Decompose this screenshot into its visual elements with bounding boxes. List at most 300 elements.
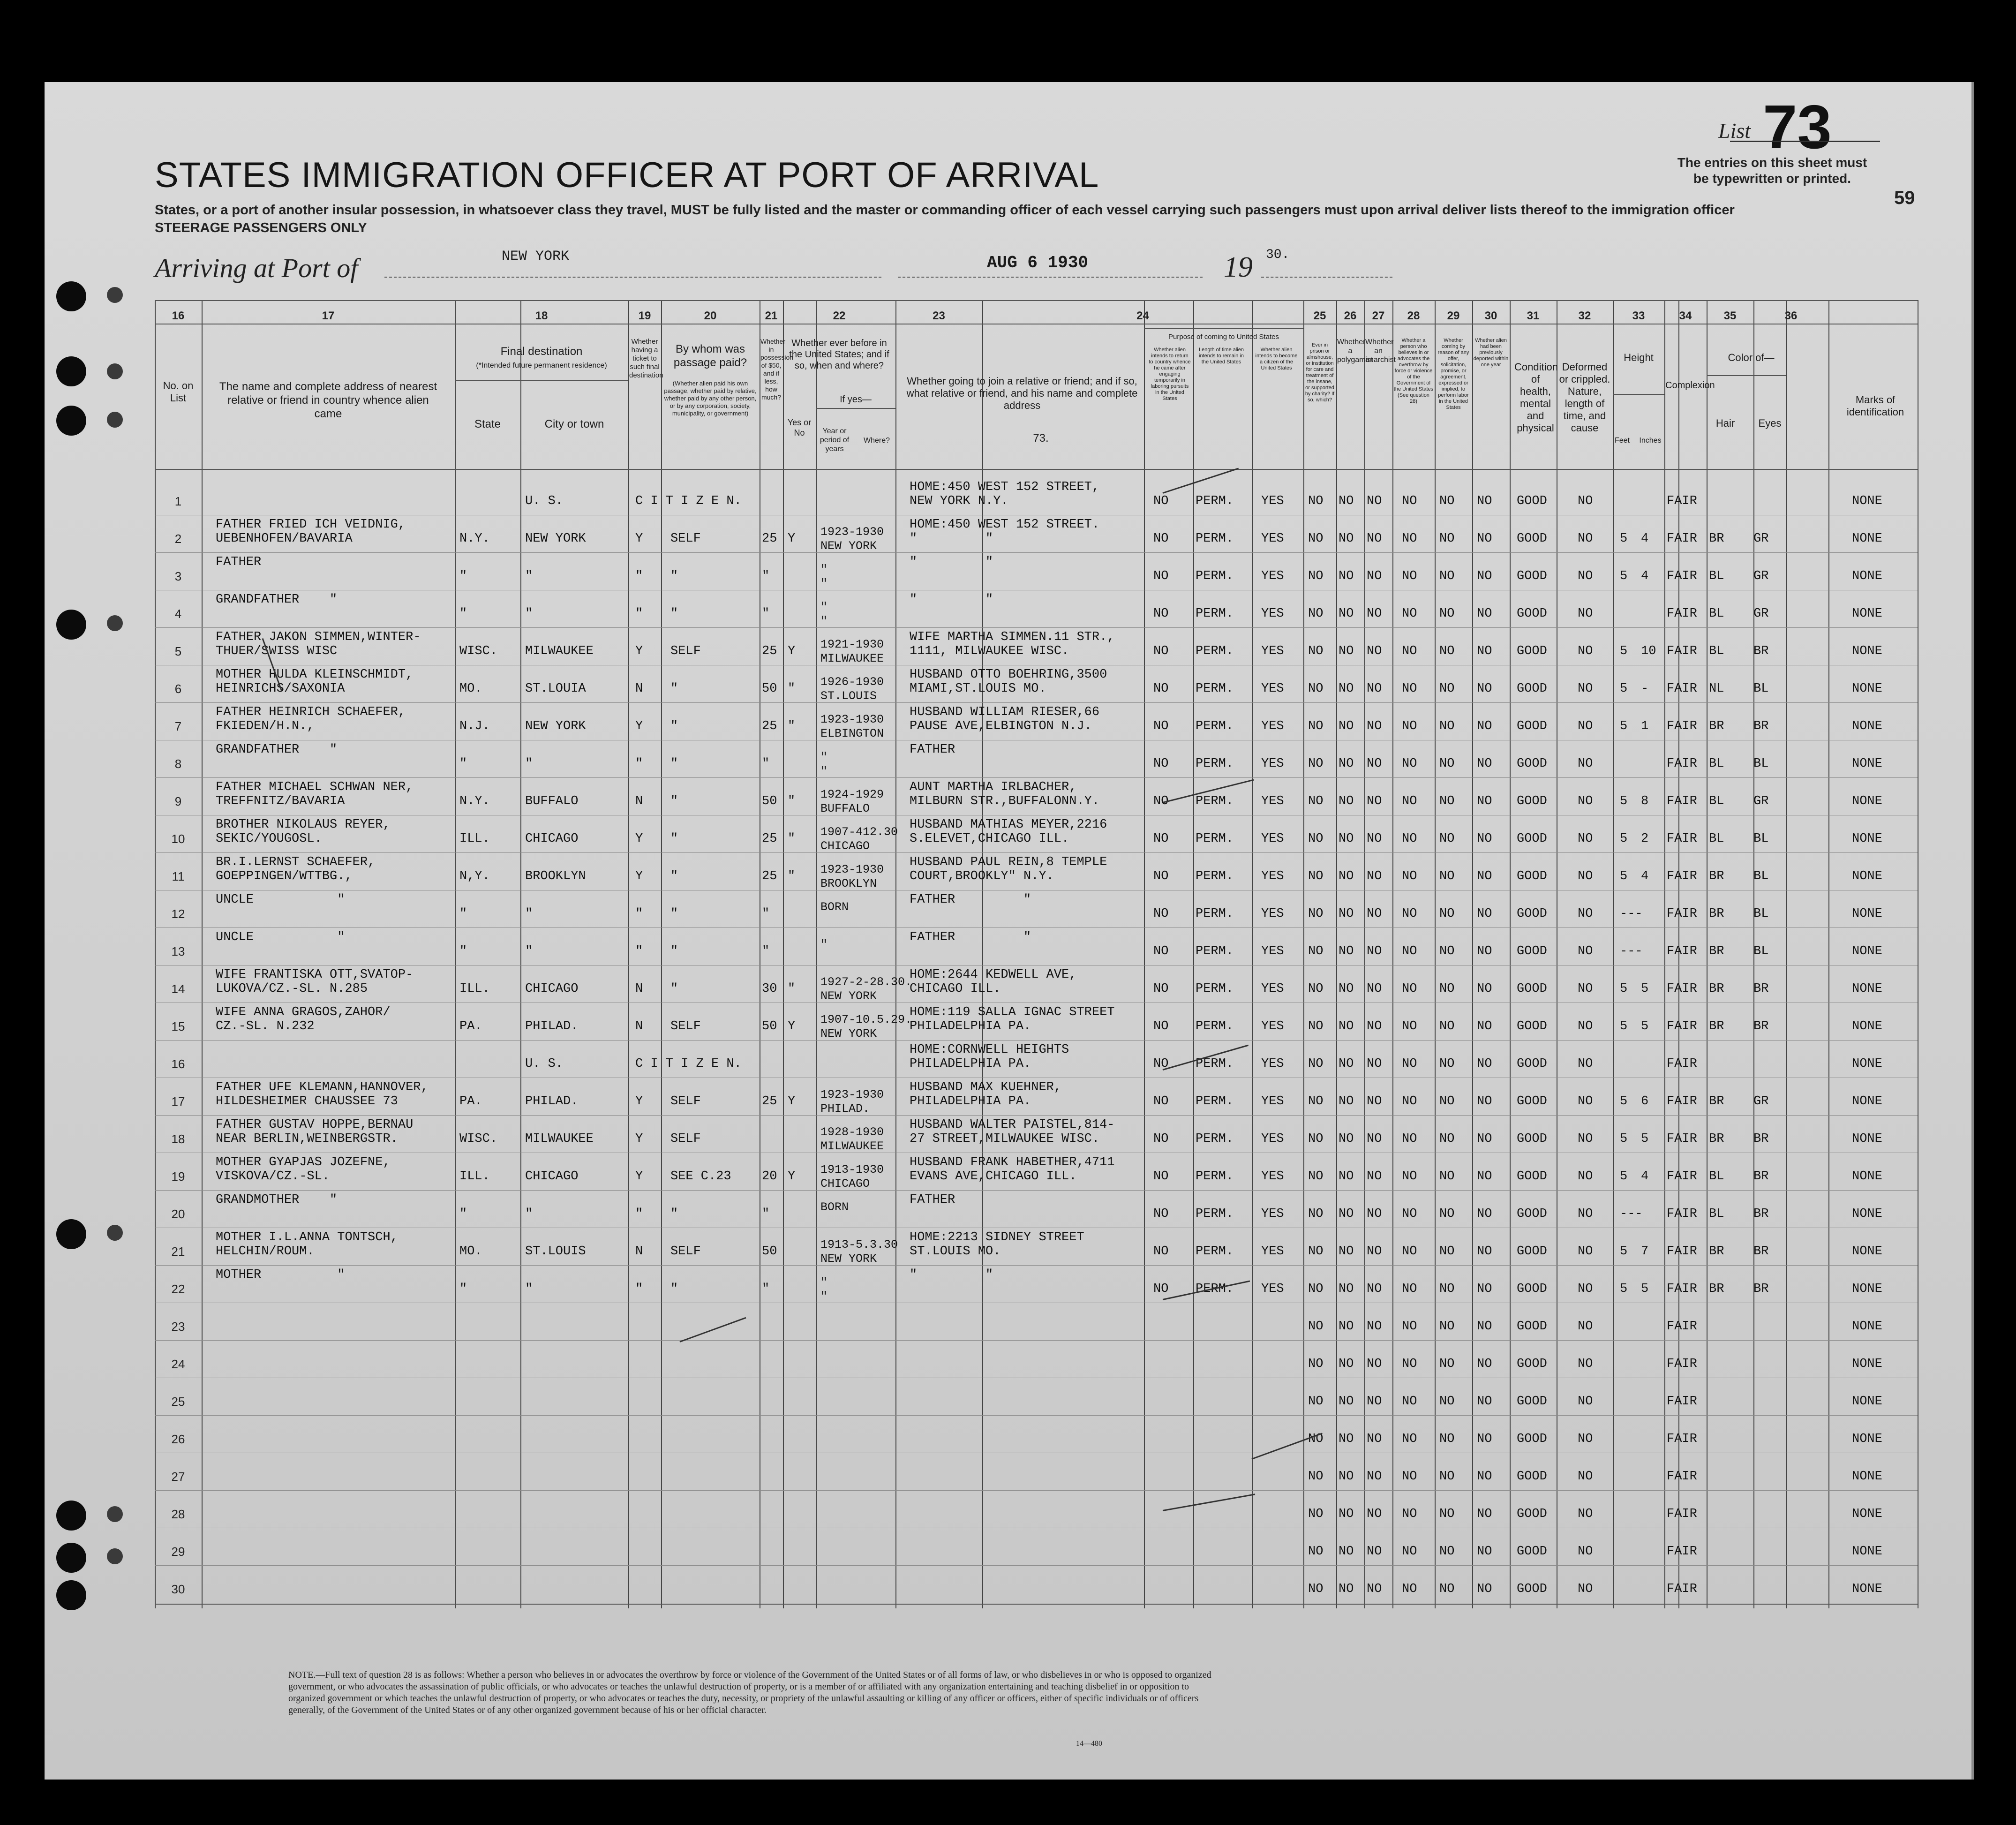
marks-cell: NONE bbox=[1852, 1320, 1882, 1334]
q30-cell: NO bbox=[1477, 794, 1492, 808]
q25-cell: NO bbox=[1308, 1395, 1324, 1409]
q29-cell: NO bbox=[1439, 869, 1455, 883]
where-cell: CHICAGO bbox=[820, 1177, 870, 1191]
complexion-cell: FAIR bbox=[1667, 1169, 1697, 1184]
q27-cell: NO bbox=[1367, 794, 1382, 808]
height-feet-cell: 5 bbox=[1620, 1244, 1628, 1259]
year-cell: 1926-1930 bbox=[820, 675, 884, 689]
health-cell: GOOD bbox=[1517, 1094, 1547, 1109]
ticket-cell: Y bbox=[635, 1094, 643, 1109]
column-header-no-on-list: No. on List bbox=[163, 380, 194, 404]
binder-hole bbox=[56, 281, 86, 311]
q28-cell: NO bbox=[1402, 1395, 1417, 1409]
complexion-cell: FAIR bbox=[1667, 682, 1697, 696]
purpose-a-cell: NO bbox=[1153, 944, 1169, 958]
hair-cell: BR bbox=[1709, 944, 1724, 958]
q26-cell: NO bbox=[1339, 1019, 1354, 1033]
row-rule bbox=[155, 852, 1918, 853]
where-cell: CHICAGO bbox=[820, 839, 870, 853]
year-cell: 1907-412.30 bbox=[820, 825, 898, 839]
deformed-cell: NO bbox=[1578, 1320, 1593, 1334]
q25-cell: NO bbox=[1308, 1207, 1324, 1221]
column-number: 27 bbox=[1372, 309, 1385, 322]
q28-cell: NO bbox=[1402, 1470, 1417, 1484]
q29-cell: NO bbox=[1439, 1470, 1455, 1484]
column-header-deformed: Deformed or crippled. Nature, length of time, and cause bbox=[1559, 361, 1610, 434]
purpose-c-cell: YES bbox=[1261, 494, 1284, 508]
complexion-cell: FAIR bbox=[1667, 907, 1697, 921]
city-cell: PHILAD. bbox=[525, 1094, 579, 1109]
column-header-q28: Whether a person who believes in or advocates the overthrow by force or violence of the Government of the United States (See question 28) bbox=[1393, 338, 1434, 404]
q26-cell: NO bbox=[1339, 869, 1354, 883]
q27-cell: NO bbox=[1367, 832, 1382, 846]
q26-cell: NO bbox=[1339, 494, 1354, 508]
row-number: 2 bbox=[174, 532, 182, 546]
purpose-a-cell: NO bbox=[1153, 1207, 1169, 1221]
been-before-cell: " bbox=[788, 719, 796, 733]
row-rule bbox=[155, 702, 1918, 703]
row-number: 17 bbox=[171, 1094, 185, 1109]
joining-cell: FATHER bbox=[910, 1193, 955, 1207]
ticket-cell: " bbox=[635, 757, 643, 771]
health-cell: GOOD bbox=[1517, 1395, 1547, 1409]
relative-address: CZ.-SL. N.232 bbox=[216, 1019, 315, 1033]
health-cell: GOOD bbox=[1517, 494, 1547, 508]
pen-mark bbox=[679, 1317, 746, 1342]
q28-cell: NO bbox=[1402, 532, 1417, 546]
q30-cell: NO bbox=[1477, 1545, 1492, 1559]
deformed-cell: NO bbox=[1578, 1470, 1593, 1484]
column-rule bbox=[1786, 300, 1787, 1608]
hair-cell: BL bbox=[1709, 607, 1724, 621]
q29-cell: NO bbox=[1439, 907, 1455, 921]
eyes-cell: BR bbox=[1753, 1207, 1769, 1221]
q30-cell: NO bbox=[1477, 532, 1492, 546]
eyes-cell: BR bbox=[1753, 1019, 1769, 1033]
where-cell: MILWAUKEE bbox=[820, 1139, 884, 1153]
q25-cell: NO bbox=[1308, 982, 1324, 996]
health-cell: GOOD bbox=[1517, 1169, 1547, 1184]
column-rule bbox=[895, 300, 896, 1608]
ticket-cell: N bbox=[635, 1019, 643, 1033]
column-header-purpose-b: Length of time alien intends to remain in the United States bbox=[1198, 347, 1244, 365]
deformed-cell: NO bbox=[1578, 794, 1593, 808]
purpose-b-cell: PERM. bbox=[1196, 532, 1234, 546]
height-feet-cell: 5 bbox=[1620, 1094, 1628, 1109]
joining-cell: CHICAGO ILL. bbox=[910, 982, 1001, 996]
relative-address: FKIEDEN/H.N., bbox=[216, 719, 315, 733]
q26-cell: NO bbox=[1339, 1432, 1354, 1446]
joining-cell: ST.LOUIS MO. bbox=[910, 1244, 1001, 1259]
complexion-cell: FAIR bbox=[1667, 1019, 1697, 1033]
row-number: 30 bbox=[171, 1582, 185, 1596]
column-rule bbox=[1707, 300, 1708, 1608]
height-inches-cell: - bbox=[1641, 682, 1649, 696]
joining-cell: FATHER " bbox=[910, 893, 1031, 907]
q26-cell: NO bbox=[1339, 1507, 1354, 1521]
q25-cell: NO bbox=[1308, 1132, 1324, 1146]
city-cell: U. S. bbox=[525, 494, 564, 508]
q27-cell: NO bbox=[1367, 644, 1382, 658]
height-feet-cell: 5 bbox=[1620, 644, 1628, 658]
row-rule bbox=[155, 552, 1918, 553]
column-rule bbox=[1392, 300, 1393, 1608]
year-cell: 1907-10.5.29. bbox=[820, 1013, 912, 1026]
height-feet-cell: 5 bbox=[1620, 1169, 1628, 1184]
column-rule bbox=[520, 300, 521, 1608]
ticket-cell: " bbox=[635, 607, 643, 621]
purpose-c-cell: YES bbox=[1261, 607, 1284, 621]
q26-cell: NO bbox=[1339, 1057, 1354, 1071]
joining-cell: HUSBAND FRANK HABETHER,4711 bbox=[910, 1155, 1115, 1169]
passage-paid-cell: " bbox=[670, 907, 678, 921]
health-cell: GOOD bbox=[1517, 1132, 1547, 1146]
q25-cell: NO bbox=[1308, 1545, 1324, 1559]
complexion-cell: FAIR bbox=[1667, 1357, 1697, 1371]
year-cell: " bbox=[820, 563, 828, 576]
column-header-city: City or town bbox=[544, 418, 604, 430]
marks-cell: NONE bbox=[1852, 644, 1882, 658]
column-header-relative-address: The name and complete address of nearest relative or friend in country whence alien came bbox=[219, 380, 437, 420]
state-cell: N,Y. bbox=[459, 869, 490, 883]
joining-cell: " " bbox=[910, 555, 993, 569]
purpose-a-cell: NO bbox=[1153, 907, 1169, 921]
purpose-c-cell: YES bbox=[1261, 1094, 1284, 1109]
page-number: 59 bbox=[1894, 188, 1915, 208]
where-cell: NEW YORK bbox=[820, 989, 877, 1003]
eyes-cell: BL bbox=[1753, 832, 1769, 846]
column-header-year-period: Year or period of years bbox=[820, 427, 850, 453]
marks-cell: NONE bbox=[1852, 757, 1882, 771]
header-rule bbox=[816, 408, 895, 409]
row-rule bbox=[155, 1265, 1918, 1266]
q28-cell: NO bbox=[1402, 832, 1417, 846]
purpose-a-cell: NO bbox=[1153, 794, 1169, 808]
purpose-b-cell: PERM. bbox=[1196, 1207, 1234, 1221]
q29-cell: NO bbox=[1439, 832, 1455, 846]
row-rule bbox=[155, 1040, 1918, 1041]
q28-cell: NO bbox=[1402, 569, 1417, 583]
joining-cell: HUSBAND OTTO BOEHRING,3500 bbox=[910, 668, 1107, 682]
joining-cell: S.ELEVET,CHICAGO ILL. bbox=[910, 832, 1069, 846]
deformed-cell: NO bbox=[1578, 1395, 1593, 1409]
marks-cell: NONE bbox=[1852, 1282, 1882, 1296]
deformed-cell: NO bbox=[1578, 1507, 1593, 1521]
binder-hole bbox=[107, 287, 123, 303]
deformed-cell: NO bbox=[1578, 719, 1593, 733]
q29-cell: NO bbox=[1439, 982, 1455, 996]
marks-cell: NONE bbox=[1852, 607, 1882, 621]
relative-address: VISKOVA/CZ.-SL. bbox=[216, 1169, 330, 1184]
typing-note: The entries on this sheet must be typewritten or printed. bbox=[1677, 155, 1867, 186]
passage-paid-cell: " bbox=[670, 607, 678, 621]
column-number: 20 bbox=[704, 309, 717, 322]
q27-cell: NO bbox=[1367, 1019, 1382, 1033]
column-header-health: Condition of health, mental and physical bbox=[1514, 361, 1558, 434]
ticket-cell: Y bbox=[635, 832, 643, 846]
hair-cell: BL bbox=[1709, 832, 1724, 846]
health-cell: GOOD bbox=[1517, 794, 1547, 808]
relative-address: FATHER JAKON SIMMEN,WINTER- bbox=[216, 630, 421, 644]
row-number: 5 bbox=[174, 644, 182, 658]
relative-address: HELCHIN/ROUM. bbox=[216, 1244, 315, 1259]
ticket-cell: C I T I Z E N. bbox=[635, 494, 742, 508]
q30-cell: NO bbox=[1477, 944, 1492, 958]
q29-cell: NO bbox=[1439, 569, 1455, 583]
column-rule bbox=[628, 300, 629, 1608]
eyes-cell: GR bbox=[1753, 1094, 1769, 1109]
row-number: 3 bbox=[174, 569, 182, 583]
q28-cell: NO bbox=[1402, 644, 1417, 658]
purpose-b-cell: PERM. bbox=[1196, 1094, 1234, 1109]
ticket-cell: Y bbox=[635, 1169, 643, 1184]
q28-cell: NO bbox=[1402, 944, 1417, 958]
column-number: 25 bbox=[1313, 309, 1326, 322]
state-cell: PA. bbox=[459, 1094, 482, 1109]
purpose-c-cell: YES bbox=[1261, 869, 1284, 883]
column-header-polygamist: Whether a polygamist bbox=[1337, 338, 1373, 364]
column-header-color-of: Color of— bbox=[1728, 352, 1775, 363]
q27-cell: NO bbox=[1367, 494, 1382, 508]
hair-cell: BR bbox=[1709, 1244, 1724, 1259]
purpose-b-cell: PERM. bbox=[1196, 719, 1234, 733]
complexion-cell: FAIR bbox=[1667, 569, 1697, 583]
eyes-cell: GR bbox=[1753, 794, 1769, 808]
marks-cell: NONE bbox=[1852, 1132, 1882, 1146]
marks-cell: NONE bbox=[1852, 1169, 1882, 1184]
height-feet-cell: 5 bbox=[1620, 832, 1628, 846]
q25-cell: NO bbox=[1308, 1169, 1324, 1184]
state-cell: " bbox=[459, 1207, 467, 1221]
hair-cell: BR bbox=[1709, 1094, 1724, 1109]
q27-cell: NO bbox=[1367, 532, 1382, 546]
marks-cell: NONE bbox=[1852, 1470, 1882, 1484]
health-cell: GOOD bbox=[1517, 1019, 1547, 1033]
q30-cell: NO bbox=[1477, 1282, 1492, 1296]
q30-cell: NO bbox=[1477, 1507, 1492, 1521]
eyes-cell: BR bbox=[1753, 1282, 1769, 1296]
ticket-cell: N bbox=[635, 1244, 643, 1259]
port-value: NEW YORK bbox=[502, 249, 570, 264]
divider bbox=[1261, 277, 1392, 278]
q29-cell: NO bbox=[1439, 532, 1455, 546]
relative-address: SEKIC/YOUGOSL. bbox=[216, 832, 322, 846]
q30-cell: NO bbox=[1477, 1207, 1492, 1221]
q27-cell: NO bbox=[1367, 944, 1382, 958]
height-feet-cell: --- bbox=[1620, 907, 1643, 921]
eyes-cell: BR bbox=[1753, 644, 1769, 658]
hair-cell: BL bbox=[1709, 1207, 1724, 1221]
row-rule bbox=[155, 1340, 1918, 1341]
joining-cell: HUSBAND MAX KUEHNER, bbox=[910, 1080, 1062, 1094]
column-number: 19 bbox=[638, 309, 651, 322]
column-header-money: Whether in possession of $50, and if less, how much? bbox=[760, 338, 794, 401]
deformed-cell: NO bbox=[1578, 1545, 1593, 1559]
q26-cell: NO bbox=[1339, 682, 1354, 696]
relative-address: MOTHER I.L.ANNA TONTSCH, bbox=[216, 1230, 398, 1244]
marks-cell: NONE bbox=[1852, 907, 1882, 921]
eyes-cell: BL bbox=[1753, 757, 1769, 771]
column-header-final-destination-sub: (*Intended future permanent residence) bbox=[476, 362, 607, 370]
height-inches-cell: 5 bbox=[1641, 1019, 1649, 1033]
purpose-b-cell: PERM. bbox=[1196, 982, 1234, 996]
marks-cell: NONE bbox=[1852, 719, 1882, 733]
q28-cell: NO bbox=[1402, 1432, 1417, 1446]
height-feet-cell: 5 bbox=[1620, 982, 1628, 996]
q28-cell: NO bbox=[1402, 794, 1417, 808]
marks-cell: NONE bbox=[1852, 1507, 1882, 1521]
relative-address: GRANDMOTHER " bbox=[216, 1193, 338, 1207]
q30-cell: NO bbox=[1477, 907, 1492, 921]
marks-cell: NONE bbox=[1852, 532, 1882, 546]
row-number: 15 bbox=[171, 1019, 185, 1033]
purpose-a-cell: NO bbox=[1153, 1244, 1169, 1259]
joining-cell: NEW YORK N.Y. bbox=[910, 494, 1008, 508]
column-rule bbox=[1364, 300, 1365, 1608]
complexion-cell: FAIR bbox=[1667, 794, 1697, 808]
column-header-state: State bbox=[474, 418, 501, 430]
q27-cell: NO bbox=[1367, 982, 1382, 996]
q28-cell: NO bbox=[1402, 982, 1417, 996]
ticket-cell: Y bbox=[635, 532, 643, 546]
arrival-date: AUG 6 1930 bbox=[987, 253, 1089, 272]
where-cell: BROOKLYN bbox=[820, 877, 877, 890]
q25-cell: NO bbox=[1308, 494, 1324, 508]
column-rule bbox=[1193, 300, 1194, 1608]
purpose-b-cell: PERM. bbox=[1196, 869, 1234, 883]
money-cell: 30 bbox=[762, 982, 777, 996]
q27-cell: NO bbox=[1367, 569, 1382, 583]
q30-cell: NO bbox=[1477, 1582, 1492, 1596]
city-cell: PHILAD. bbox=[525, 1019, 579, 1033]
row-number: 22 bbox=[171, 1282, 185, 1296]
q26-cell: NO bbox=[1339, 944, 1354, 958]
row-rule bbox=[155, 1565, 1918, 1566]
passage-paid-cell: " bbox=[670, 1282, 678, 1296]
passage-paid-cell: SEE C.23 bbox=[670, 1169, 731, 1184]
purpose-c-cell: YES bbox=[1261, 1207, 1284, 1221]
row-rule bbox=[155, 1190, 1918, 1191]
eyes-cell: BR bbox=[1753, 1244, 1769, 1259]
steerage-label: STEERAGE PASSENGERS ONLY bbox=[155, 220, 367, 235]
row-rule bbox=[155, 627, 1918, 628]
relative-address: FATHER GUSTAV HOPPE,BERNAU bbox=[216, 1118, 414, 1132]
where-cell: BUFFALO bbox=[820, 802, 870, 815]
city-cell: ST.LOUIS bbox=[525, 1244, 586, 1259]
marks-cell: NONE bbox=[1852, 682, 1882, 696]
year-cell: 1923-1930 bbox=[820, 863, 884, 876]
column-header-feet: Feet bbox=[1614, 437, 1630, 445]
column-rule bbox=[1435, 300, 1436, 1608]
column-header-joining-annotation: 73. bbox=[1033, 432, 1049, 445]
purpose-c-cell: YES bbox=[1261, 532, 1284, 546]
joining-cell: PHILADELPHIA PA. bbox=[910, 1019, 1031, 1033]
money-cell: 25 bbox=[762, 644, 777, 658]
hair-cell: BL bbox=[1709, 757, 1724, 771]
where-cell: " bbox=[820, 614, 828, 628]
q27-cell: NO bbox=[1367, 1244, 1382, 1259]
column-header-height: Height bbox=[1624, 352, 1654, 363]
q27-cell: NO bbox=[1367, 1545, 1382, 1559]
money-cell: 25 bbox=[762, 532, 777, 546]
state-cell: " bbox=[459, 907, 467, 921]
purpose-c-cell: YES bbox=[1261, 944, 1284, 958]
purpose-a-cell: NO bbox=[1153, 682, 1169, 696]
height-inches-cell: 7 bbox=[1641, 1244, 1649, 1259]
height-feet-cell: 5 bbox=[1620, 569, 1628, 583]
eyes-cell: GR bbox=[1753, 569, 1769, 583]
q25-cell: NO bbox=[1308, 607, 1324, 621]
q29-cell: NO bbox=[1439, 644, 1455, 658]
deformed-cell: NO bbox=[1578, 1244, 1593, 1259]
column-number: 21 bbox=[765, 309, 778, 322]
q25-cell: NO bbox=[1308, 1320, 1324, 1334]
joining-cell: WIFE MARTHA SIMMEN.11 STR., bbox=[910, 630, 1115, 644]
q28-cell: NO bbox=[1402, 1507, 1417, 1521]
q29-cell: NO bbox=[1439, 1582, 1455, 1596]
column-header-where: Where? bbox=[863, 437, 890, 445]
ticket-cell: N bbox=[635, 982, 643, 996]
joining-cell: PAUSE AVE,ELBINGTON N.J. bbox=[910, 719, 1092, 733]
city-cell: " bbox=[525, 1207, 533, 1221]
where-cell: NEW YORK bbox=[820, 1027, 877, 1041]
marks-cell: NONE bbox=[1852, 1094, 1882, 1109]
year-cell: 1913-5.3.30 bbox=[820, 1238, 898, 1252]
q25-cell: NO bbox=[1308, 569, 1324, 583]
deformed-cell: NO bbox=[1578, 1169, 1593, 1184]
money-cell: 20 bbox=[762, 1169, 777, 1184]
health-cell: GOOD bbox=[1517, 607, 1547, 621]
column-number: 17 bbox=[322, 309, 335, 322]
joining-cell: HUSBAND PAUL REIN,8 TEMPLE bbox=[910, 855, 1107, 869]
q27-cell: NO bbox=[1367, 1207, 1382, 1221]
purpose-a-cell: NO bbox=[1153, 719, 1169, 733]
health-cell: GOOD bbox=[1517, 569, 1547, 583]
height-feet-cell: --- bbox=[1620, 1207, 1643, 1221]
relative-address: UEBENHOFEN/BAVARIA bbox=[216, 532, 353, 546]
header-rule bbox=[155, 300, 1918, 301]
purpose-b-cell: PERM. bbox=[1196, 1019, 1234, 1033]
state-cell: N.Y. bbox=[459, 794, 490, 808]
hair-cell: BL bbox=[1709, 1169, 1724, 1184]
q27-cell: NO bbox=[1367, 1320, 1382, 1334]
passage-paid-cell: " bbox=[670, 869, 678, 883]
q25-cell: NO bbox=[1308, 1582, 1324, 1596]
purpose-a-cell: NO bbox=[1153, 1019, 1169, 1033]
column-header-eyes: Eyes bbox=[1758, 417, 1782, 429]
year-cell: 1924-1929 bbox=[820, 788, 884, 801]
height-inches-cell: 8 bbox=[1641, 794, 1649, 808]
ticket-cell: Y bbox=[635, 1132, 643, 1146]
purpose-c-cell: YES bbox=[1261, 1132, 1284, 1146]
relative-address: THUER/SWISS WISC bbox=[216, 644, 338, 658]
column-rule bbox=[155, 300, 156, 1608]
money-cell: " bbox=[762, 569, 770, 583]
column-number: 34 bbox=[1679, 309, 1692, 322]
eyes-cell: BL bbox=[1753, 682, 1769, 696]
column-rule bbox=[455, 300, 456, 1608]
q25-cell: NO bbox=[1308, 1057, 1324, 1071]
q26-cell: NO bbox=[1339, 532, 1354, 546]
passage-paid-cell: " bbox=[670, 794, 678, 808]
purpose-b-cell: PERM. bbox=[1196, 1057, 1234, 1071]
q30-cell: NO bbox=[1477, 1169, 1492, 1184]
height-inches-cell: 2 bbox=[1641, 832, 1649, 846]
column-header-inches: Inches bbox=[1639, 437, 1662, 445]
health-cell: GOOD bbox=[1517, 1507, 1547, 1521]
health-cell: GOOD bbox=[1517, 832, 1547, 846]
q26-cell: NO bbox=[1339, 1395, 1354, 1409]
